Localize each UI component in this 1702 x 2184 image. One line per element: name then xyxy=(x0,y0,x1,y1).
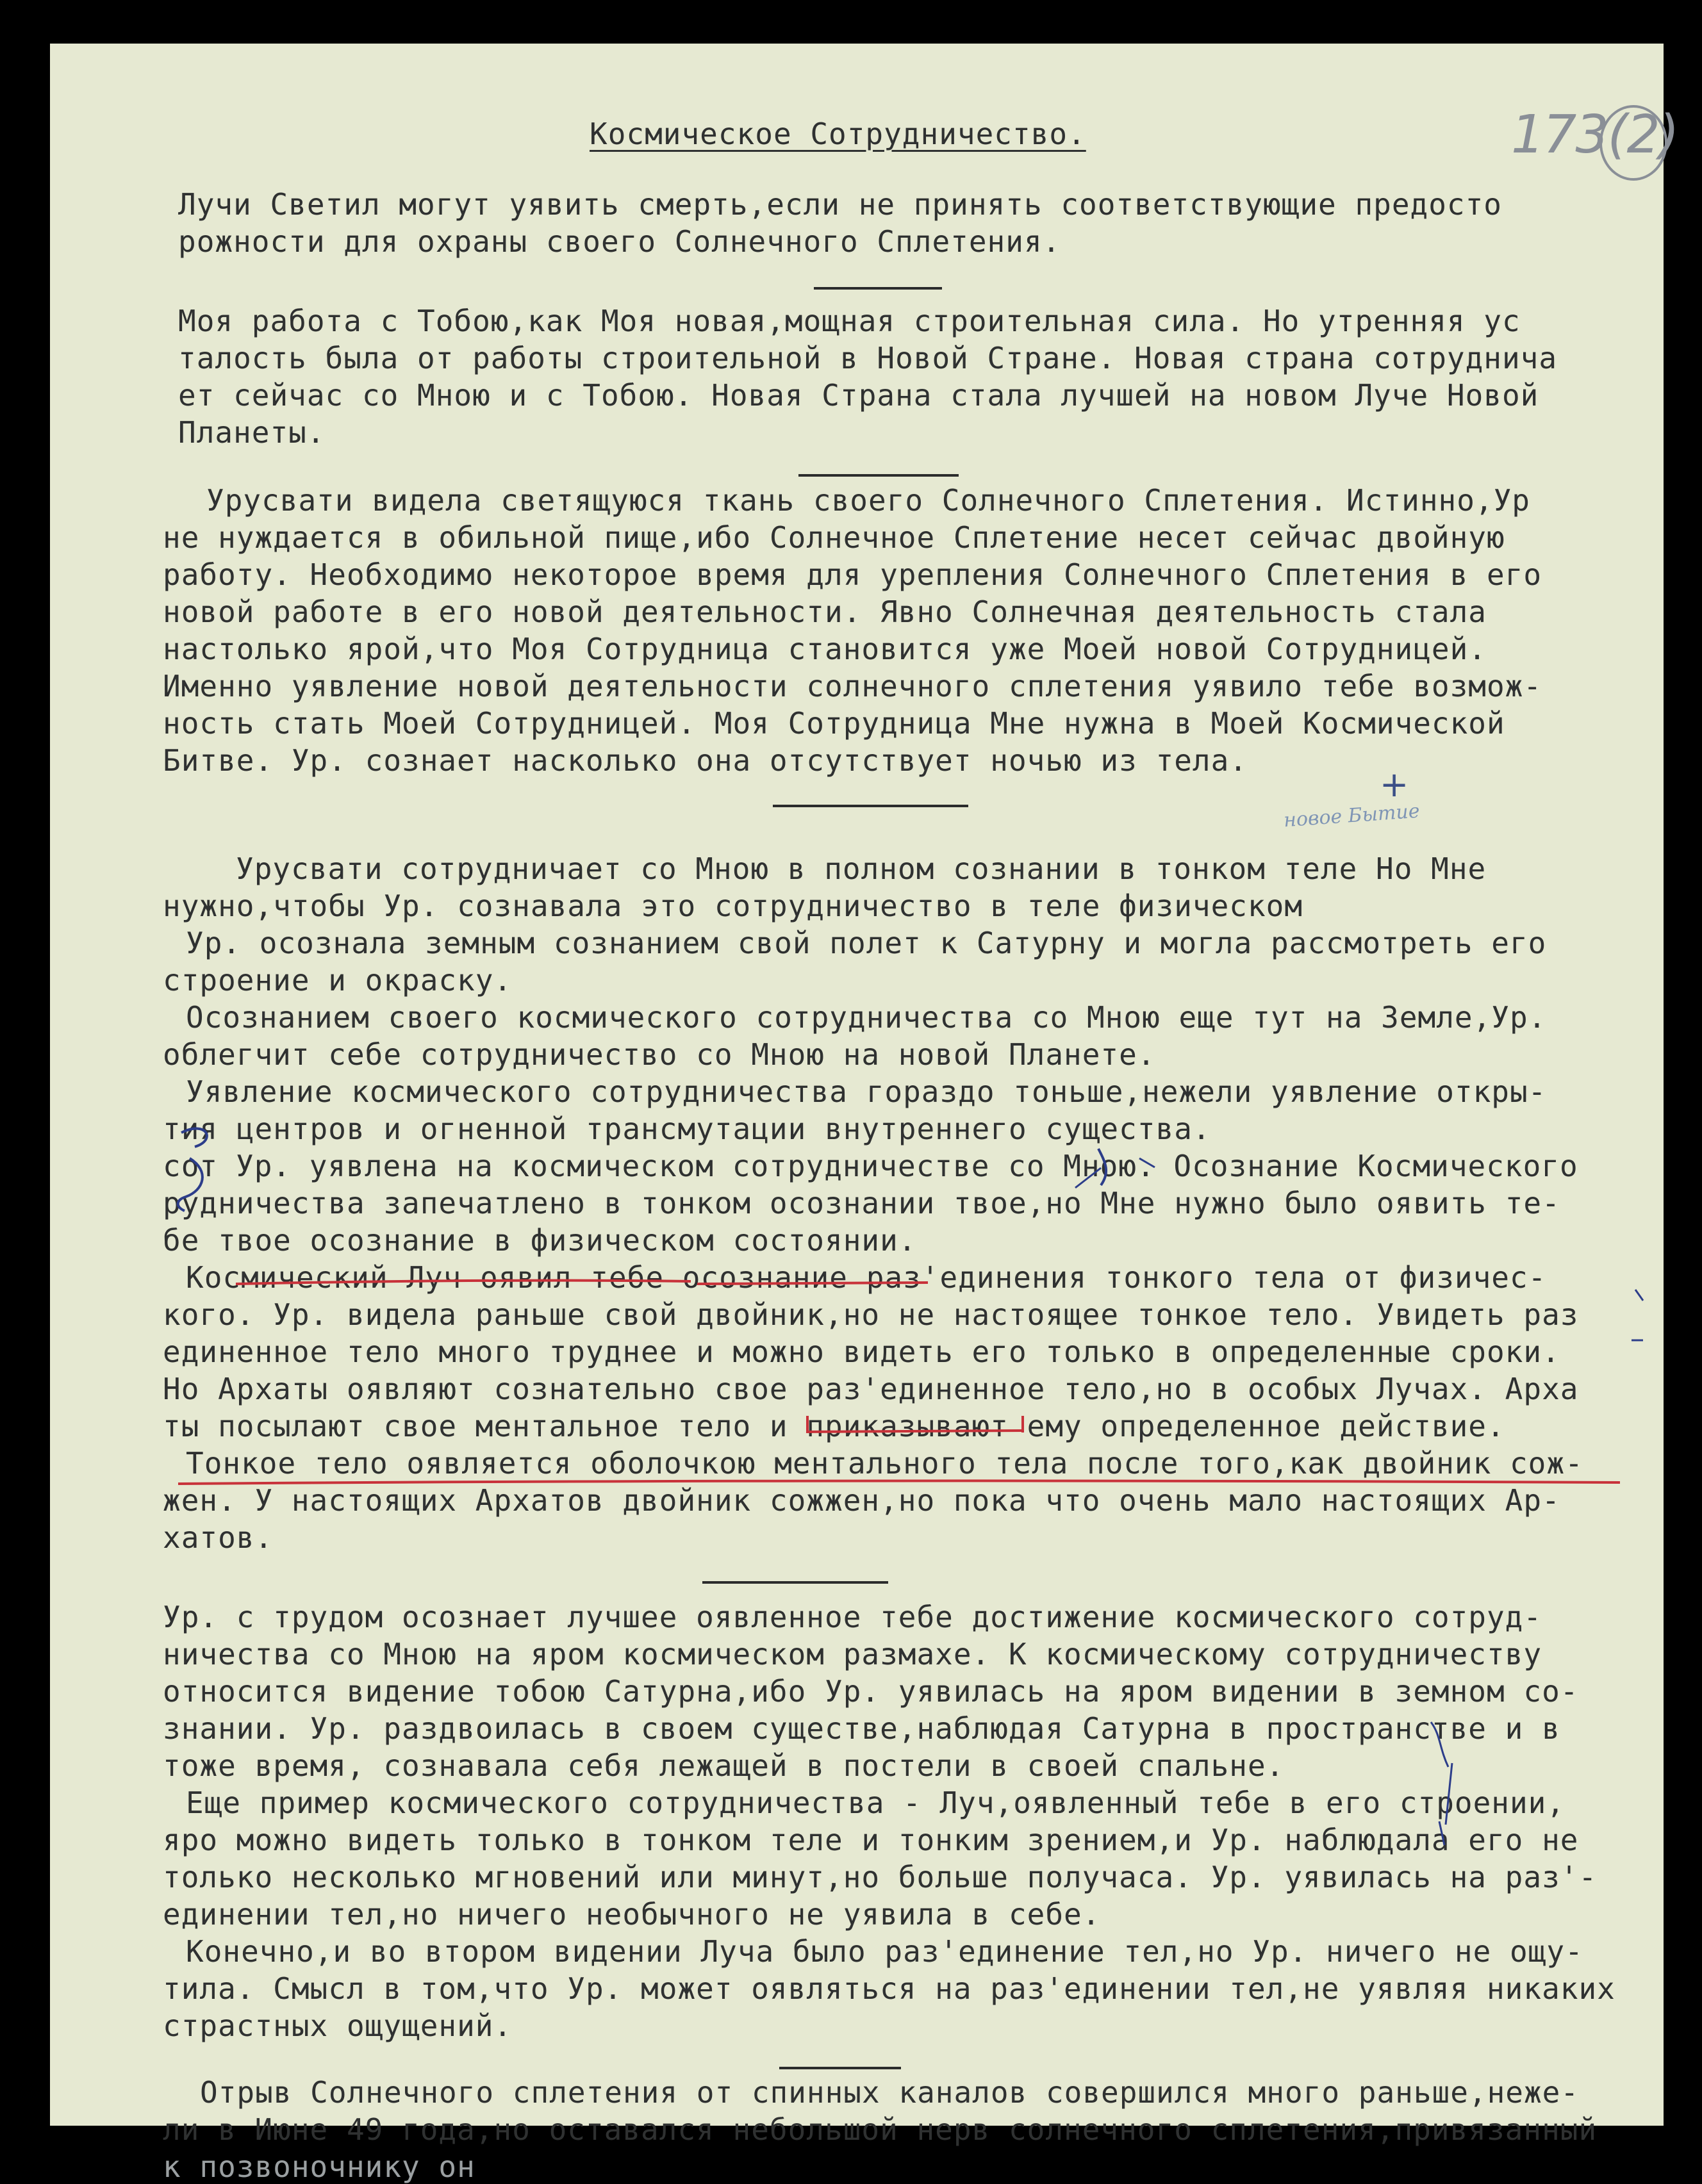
text-line: Урусвати видела светящуюся ткань своего Солнечного Сплетения. Истинно,Ур xyxy=(206,483,1530,518)
text-line: хатов. xyxy=(163,1520,274,1555)
text-line: Именно уявление новой деятельности солнечного сплетения уявило тебе возмож- xyxy=(163,669,1542,703)
text-line: Тонкое тело оявляется оболочкою ментального тела после того,как двойник сож- xyxy=(186,1446,1583,1481)
text-line: ничества со Мною на яром космическом размахе. К космическому сотрудничеству xyxy=(163,1637,1542,1671)
text-line: единенное тело много труднее и можно видеть его только в определенные сроки. xyxy=(163,1334,1560,1369)
text-line: страстных ощущений. xyxy=(163,2008,513,2043)
handwritten-cross: + xyxy=(1380,764,1409,805)
blue-mark xyxy=(1635,1290,1643,1301)
blue-bracket xyxy=(178,1158,202,1211)
text-line: Еще пример космического сотрудничества - Луч,оявленный тебе в его строении, xyxy=(186,1786,1566,1820)
text-line: Но Архаты оявляют сознательно свое раз'единенное тело,но в особых Лучах. Арха xyxy=(163,1372,1579,1406)
blue-mark xyxy=(1431,1722,1448,1767)
text-line: бе твое осознание в физическом состоянии. xyxy=(163,1223,917,1258)
annotation-marks xyxy=(50,44,1664,2126)
text-line: жен. У настоящих Архатов двойник сожжен,но пока что очень мало настоящих Ар- xyxy=(163,1483,1560,1518)
text-line: работу. Необходимо некоторое время для урепления Солнечного Сплетения в его xyxy=(163,557,1542,592)
blue-mark xyxy=(1446,1763,1452,1825)
page-number-stamp: 173(2) xyxy=(1511,104,1678,165)
text-line: тоже время, сознавала себя лежащей в постели в своей спальне. xyxy=(163,1748,1285,1783)
text-line: ет сейчас со Мною и с Тобою. Новая Страна стала лучшей на новом Луче Новой xyxy=(178,378,1539,413)
text-line: Планеты. xyxy=(178,415,326,450)
text-line: талость была от работы строительной в Новой Стране. Новая страна сотруднича xyxy=(178,341,1558,375)
text-line: Лучи Светил могут уявить смерть,если не принять соответствующие предосто xyxy=(178,187,1502,222)
document-title: Космическое Сотрудничество. xyxy=(590,117,1086,151)
blue-mark xyxy=(1098,1149,1106,1185)
text-line: ли в Июне 49 года,но оставался небольшой нерв солнечного сплетения,привязанный xyxy=(163,2112,1598,2147)
text-line: Конечно,и во втором видении Луча было раз'единение тел,но Ур. ничего не ощу- xyxy=(186,1934,1583,1969)
text-line: Отрыв Солнечного сплетения от спинных каналов совершился много раньше,неже- xyxy=(200,2075,1580,2110)
text-line: Урусвати сотрудничает со Мною в полном сознании в тонком теле Но Мне xyxy=(236,851,1487,886)
blue-mark xyxy=(1439,1821,1444,1845)
red-underline xyxy=(178,1481,1620,1484)
text-line-faint: к позвоночнику он xyxy=(163,2149,475,2184)
text-line: строение и окраску. xyxy=(163,963,513,998)
text-line: рожности для охраны своего Солнечного Сплетения. xyxy=(178,224,1061,259)
text-line: Моя работа с Тобою,как Моя новая,мощная строительная сила. Но утренняя ус xyxy=(178,304,1521,338)
text-line: новой работе в его новой деятельности. Явно Солнечная деятельность стала xyxy=(163,595,1487,629)
text-line: ность стать Моей Сотрудницей. Моя Сотрудница Мне нужна в Моей Космической xyxy=(163,706,1505,741)
text-line: единении тел,но ничего необычного не уявила в себе. xyxy=(163,1897,1101,1932)
text-line: рудничества запечатлено в тонком осознании твое,но Мне нужно было оявить те- xyxy=(163,1186,1560,1220)
text-line: ты посылают свое ментальное тело и приказывают ему определенное действие. xyxy=(163,1409,1505,1443)
text-line: Космический Луч оявил тебе осознание раз'единения тонкого тела от физичес- xyxy=(186,1260,1547,1295)
text-line: Ур. уявлена на космическом сотрудничестве со Мною. Осознание Космического xyxy=(236,1149,1578,1183)
text-line: облегчит себе сотрудничество со Мною на новой Планете. xyxy=(163,1037,1156,1072)
text-line: нужно,чтобы Ур. сознавала это сотрудничество в теле физическом xyxy=(163,889,1303,923)
text-line: кого. Ур. видела раньше свой двойник,но не настоящее тонкое тело. Увидеть раз xyxy=(163,1297,1579,1332)
text-line: только несколько мгновений или минут,но больше получаса. Ур. уявилась на раз'- xyxy=(163,1860,1598,1894)
text-line-margin: сот xyxy=(163,1149,219,1183)
text-line: относится видение тобою Сатурна,ибо Ур. уявилась на яром видении в земном со- xyxy=(163,1674,1579,1709)
text-line: настолько ярой,что Моя Сотрудница становится уже Моей новой Сотрудницей. xyxy=(163,632,1487,666)
blue-mark xyxy=(1075,1168,1101,1188)
red-underline xyxy=(806,1431,1024,1432)
text-line: знании. Ур. раздвоилась в своем существе,наблюдая Сатурна в пространстве и в xyxy=(163,1711,1560,1746)
document-page xyxy=(50,44,1678,2184)
blue-mark xyxy=(1139,1158,1155,1167)
text-line: Ур. с трудом осознает лучшее оявленное тебе достижение космического сотруд- xyxy=(163,1600,1542,1634)
text-line: Осознанием своего космического сотрудничества со Мною еще тут на Земле,Ур. xyxy=(186,1000,1547,1035)
handwritten-note: новое Бытие xyxy=(1283,800,1421,832)
red-underline xyxy=(697,1283,928,1284)
text-line: яро можно видеть только в тонком теле и тонким зрением,и Ур. наблюдала его не xyxy=(163,1823,1579,1857)
text-line: Уявление космического сотрудничества гораздо тоньше,нежели уявление откры- xyxy=(186,1074,1547,1109)
text-line: тия центров и огненной трансмутации внутреннего существа. xyxy=(163,1112,1211,1146)
text-line: не нуждается в обильной пище,ибо Солнечное Сплетение несет сейчас двойную xyxy=(163,520,1505,555)
red-underline xyxy=(236,1281,691,1284)
blue-mark xyxy=(181,1129,207,1147)
text-line: тила. Смысл в том,что Ур. может оявляться на раз'единении тел,не уявляя никаких xyxy=(163,1971,1615,2006)
text-line: Битве. Ур. сознает насколько она отсутствует ночью из тела. xyxy=(163,743,1248,778)
text-line: Ур. осознала земным сознанием свой полет к Сатурну и могла рассмотреть его xyxy=(186,926,1547,960)
